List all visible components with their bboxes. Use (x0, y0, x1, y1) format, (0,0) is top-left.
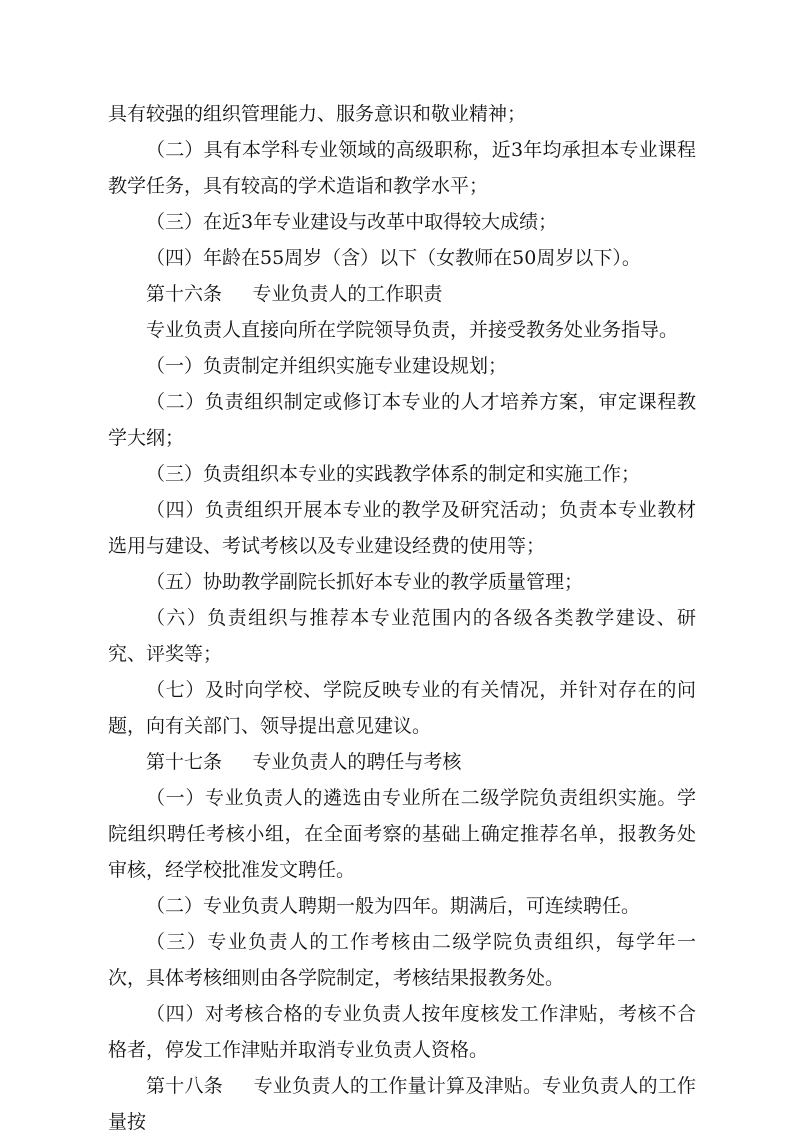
document-page (108, 96, 696, 1140)
paragraph-duty-5: （五）协助教学副院长抓好本专业的教学质量管理； (146, 571, 584, 593)
paragraph-article-16-intro: 专业负责人直接向所在学院领导负责，并接受教务处业务指导。 (146, 319, 679, 341)
article-17-label: 第十七条 (146, 751, 223, 773)
paragraph-appointment-1: （一）专业负责人的遴选由专业所在二级学院负责组织实施。学院组织聘任考核小组，在全面考察的基础上确定推荐名单，报教务处审核，经学校批准发文聘任。 (108, 787, 696, 881)
article-17-heading (108, 744, 696, 780)
paragraph-appointment-3: （三）专业负责人的工作考核由二级学院负责组织，每学年一次，具体考核细则由各学院制定，考核结果报教务处。 (108, 931, 696, 989)
article-18-heading (108, 1068, 696, 1140)
article-18-label: 第十八条 (146, 1075, 223, 1097)
paragraph-appointment-2: （二）专业负责人聘期一般为四年。期满后，可连续聘任。 (146, 895, 641, 917)
paragraph-qualification-1-cont: 具有较强的组织管理能力、服务意识和敬业精神； (108, 103, 527, 125)
paragraph-duty-3: （三）负责组织本专业的实践教学体系的制定和实施工作； (146, 463, 641, 485)
article-16-heading (108, 276, 696, 312)
article-16-label: 第十六条 (146, 283, 223, 305)
article-16-title: 专业负责人的工作职责 (252, 283, 443, 305)
paragraph-duty-1: （一）负责制定并组织实施专业建设规划； (146, 355, 508, 377)
paragraph-qualification-2: （二）具有本学科专业领域的高级职称，近3年均承担本专业课程教学任务，具有较高的学术造诣和教学水平； (108, 139, 696, 197)
paragraph-qualification-4: （四）年龄在55周岁（含）以下（女教师在50周岁以下）。 (146, 247, 641, 269)
paragraph-duty-4: （四）负责组织开展本专业的教学及研究活动；负责本专业教材选用与建设、考试考核以及专业建设经费的使用等； (108, 499, 696, 557)
article-18-title: 专业负责人的工作量计算及津贴。专业负责人的工作量按 (108, 1075, 696, 1133)
paragraph-qualification-3: （三）在近3年专业建设与改革中取得较大成绩； (146, 211, 558, 233)
paragraph-duty-6: （六）负责组织与推荐本专业范围内的各级各类教学建设、研究、评奖等； (108, 607, 696, 665)
article-17-title: 专业负责人的聘任与考核 (252, 751, 462, 773)
paragraph-duty-2: （二）负责组织制定或修订本专业的人才培养方案，审定课程教学大纲； (108, 391, 696, 449)
paragraph-duty-7: （七）及时向学校、学院反映专业的有关情况，并针对存在的问题，向有关部门、领导提出意见建议。 (108, 679, 696, 737)
paragraph-appointment-4: （四）对考核合格的专业负责人按年度核发工作津贴，考核不合格者，停发工作津贴并取消专业负责人资格。 (108, 1003, 696, 1061)
